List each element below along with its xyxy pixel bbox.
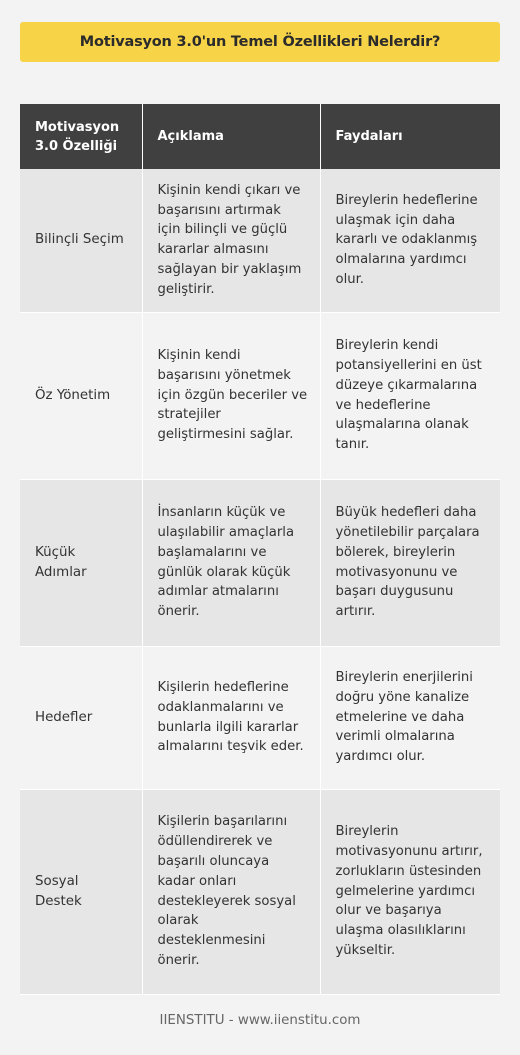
header-benefits: Faydaları — [320, 104, 500, 169]
table-row — [20, 169, 500, 312]
description-cell: Kişilerin başarılarını ödüllendirerek ve başarılı oluncaya kadar onları destekleyerek sosyal olarak desteklenmesini önerir. — [142, 789, 320, 994]
table-header-row — [20, 104, 500, 169]
feature-cell: Öz Yönetim — [20, 312, 142, 479]
benefits-cell: Bireylerin kendi potansiyellerini en üst düzeye çıkarmalarına ve hedeflerine ulaşmalarına olanak tanır. — [320, 312, 500, 479]
title-banner — [20, 22, 500, 62]
feature-cell: Sosyal Destek — [20, 789, 142, 994]
feature-cell: Hedefler — [20, 646, 142, 789]
benefits-cell: Bireylerin enerjilerini doğru yöne kanalize etmelerine ve daha verimli olmalarına yardımcı olur. — [320, 646, 500, 789]
header-feature: Motivasyon 3.0 Özelliği — [20, 104, 142, 169]
benefits-cell: Büyük hedefleri daha yönetilebilir parçalara bölerek, bireylerin motivasyonunu ve başarı duygusunu artırır. — [320, 479, 500, 646]
footer-credit: IIENSTITU - www.iienstitu.com — [159, 1013, 361, 1028]
table-row — [20, 312, 500, 479]
feature-cell: Bilinçli Seçim — [20, 169, 142, 312]
benefits-cell: Bireylerin motivasyonunu artırır, zorlukların üstesinden gelmelerine yardımcı olur ve başarıya ulaşma olasılıklarını yükseltir. — [320, 789, 500, 994]
page-title: Motivasyon 3.0'un Temel Özellikleri Nelerdir? — [79, 34, 441, 50]
features-table — [20, 104, 500, 995]
header-description: Açıklama — [142, 104, 320, 169]
description-cell: İnsanların küçük ve ulaşılabilir amaçlarla başlamalarını ve günlük olarak küçük adımlar atmalarını önerir. — [142, 479, 320, 646]
table-row — [20, 789, 500, 994]
table-row — [20, 479, 500, 646]
benefits-cell: Bireylerin hedeflerine ulaşmak için daha kararlı ve odaklanmış olmalarına yardımcı olur. — [320, 169, 500, 312]
description-cell: Kişinin kendi çıkarı ve başarısını artırmak için bilinçli ve güçlü kararlar almasını sağlayan bir yaklaşım geliştirir. — [142, 169, 320, 312]
feature-cell: Küçük Adımlar — [20, 479, 142, 646]
table-row — [20, 646, 500, 789]
description-cell: Kişinin kendi başarısını yönetmek için özgün beceriler ve stratejiler geliştirmesini sağlar. — [142, 312, 320, 479]
description-cell: Kişilerin hedeflerine odaklanmalarını ve bunlarla ilgili kararlar almalarını teşvik eder. — [142, 646, 320, 789]
